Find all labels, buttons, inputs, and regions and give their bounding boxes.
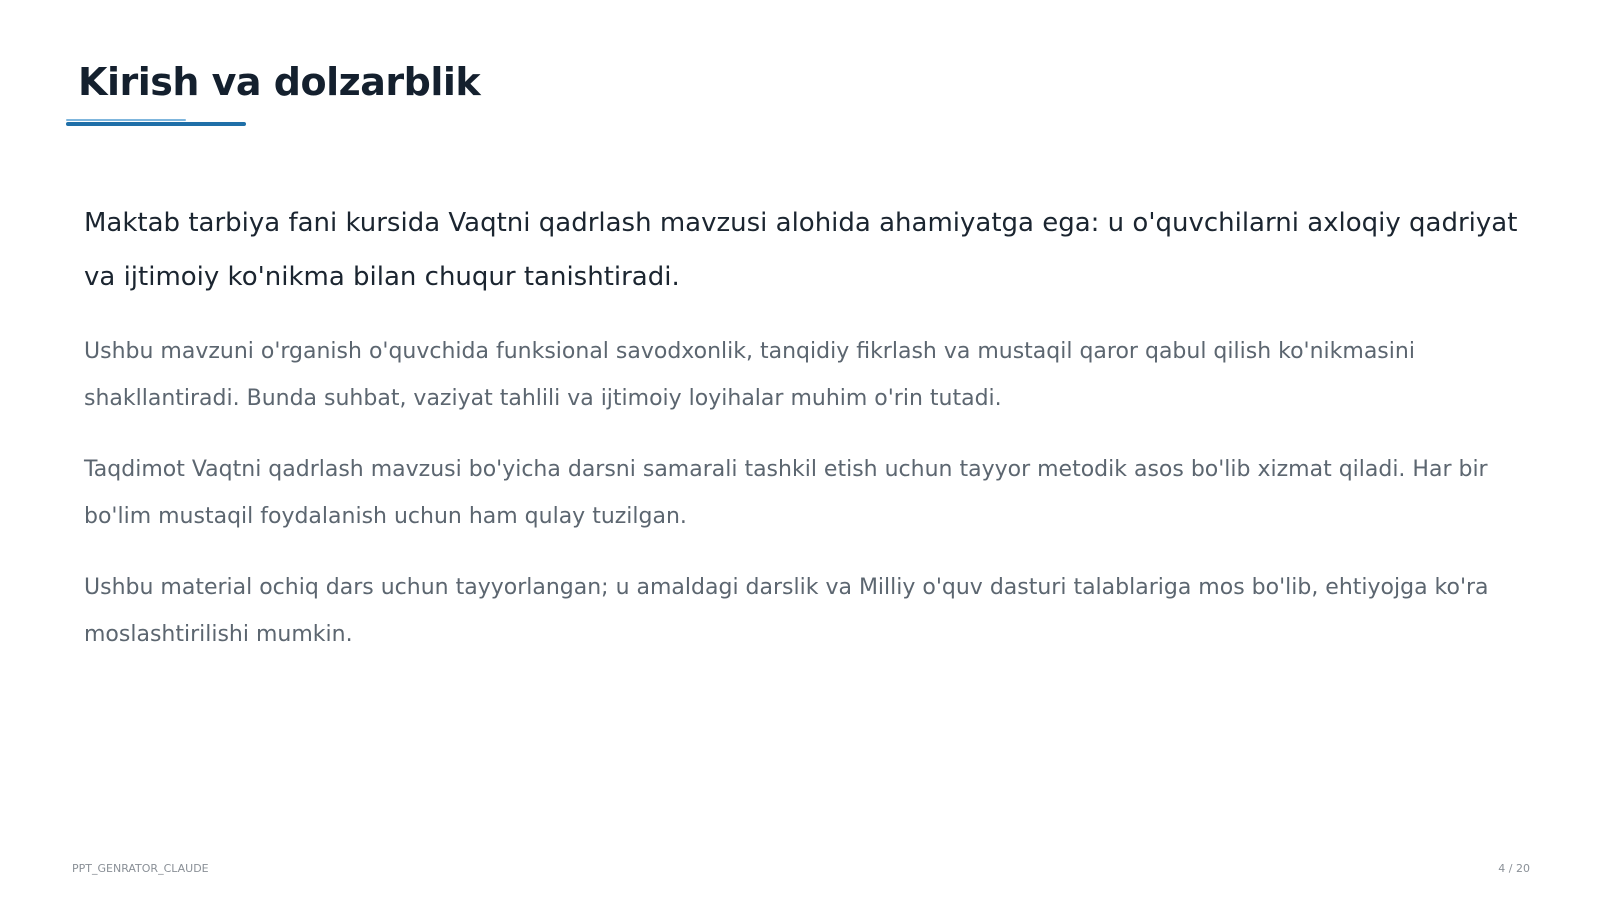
body-paragraph-2: Taqdimot Vaqtni qadrlash mavzusi bo'yicha darsni samarali tashkil etish uchun tayyor metodik asos bo'lib xizmat qiladi. Har bir bo'lim mustaqil foydalanish uchun ham qulay tuzilgan. xyxy=(84,457,1488,529)
lead-paragraph: Maktab tarbiya fani kursida Vaqtni qadrlash mavzusi alohida ahamiyatga ega: u o'quvchilarni axloqiy qadriyat va ijtimoiy ko'nikma bilan chuqur tanishtiradi. xyxy=(84,208,1518,292)
body-paragraph-1: Ushbu mavzuni o'rganish o'quvchida funksional savodxonlik, tanqidiy fikrlash va mustaqil qaror qabul qilish ko'nikmasini shakllantiradi. Bunda suhbat, vaziyat tahlili va ijtimoiy loyihalar muhim o'rin tutadi. xyxy=(84,339,1415,411)
slide-title: Kirish va dolzarblik xyxy=(78,60,481,104)
title-underline-accent xyxy=(66,119,186,121)
title-underline xyxy=(66,122,246,126)
footer-brand: PPT_GENRATOR_CLAUDE xyxy=(72,862,209,875)
body-paragraph-3: Ushbu material ochiq dars uchun tayyorlangan; u amaldagi darslik va Milliy o'quv dasturi talablariga mos bo'lib, ehtiyojga ko'ra moslashtirilishi mumkin. xyxy=(84,575,1489,647)
slide-content xyxy=(84,196,1524,682)
page-indicator: 4 / 20 xyxy=(1498,862,1530,875)
